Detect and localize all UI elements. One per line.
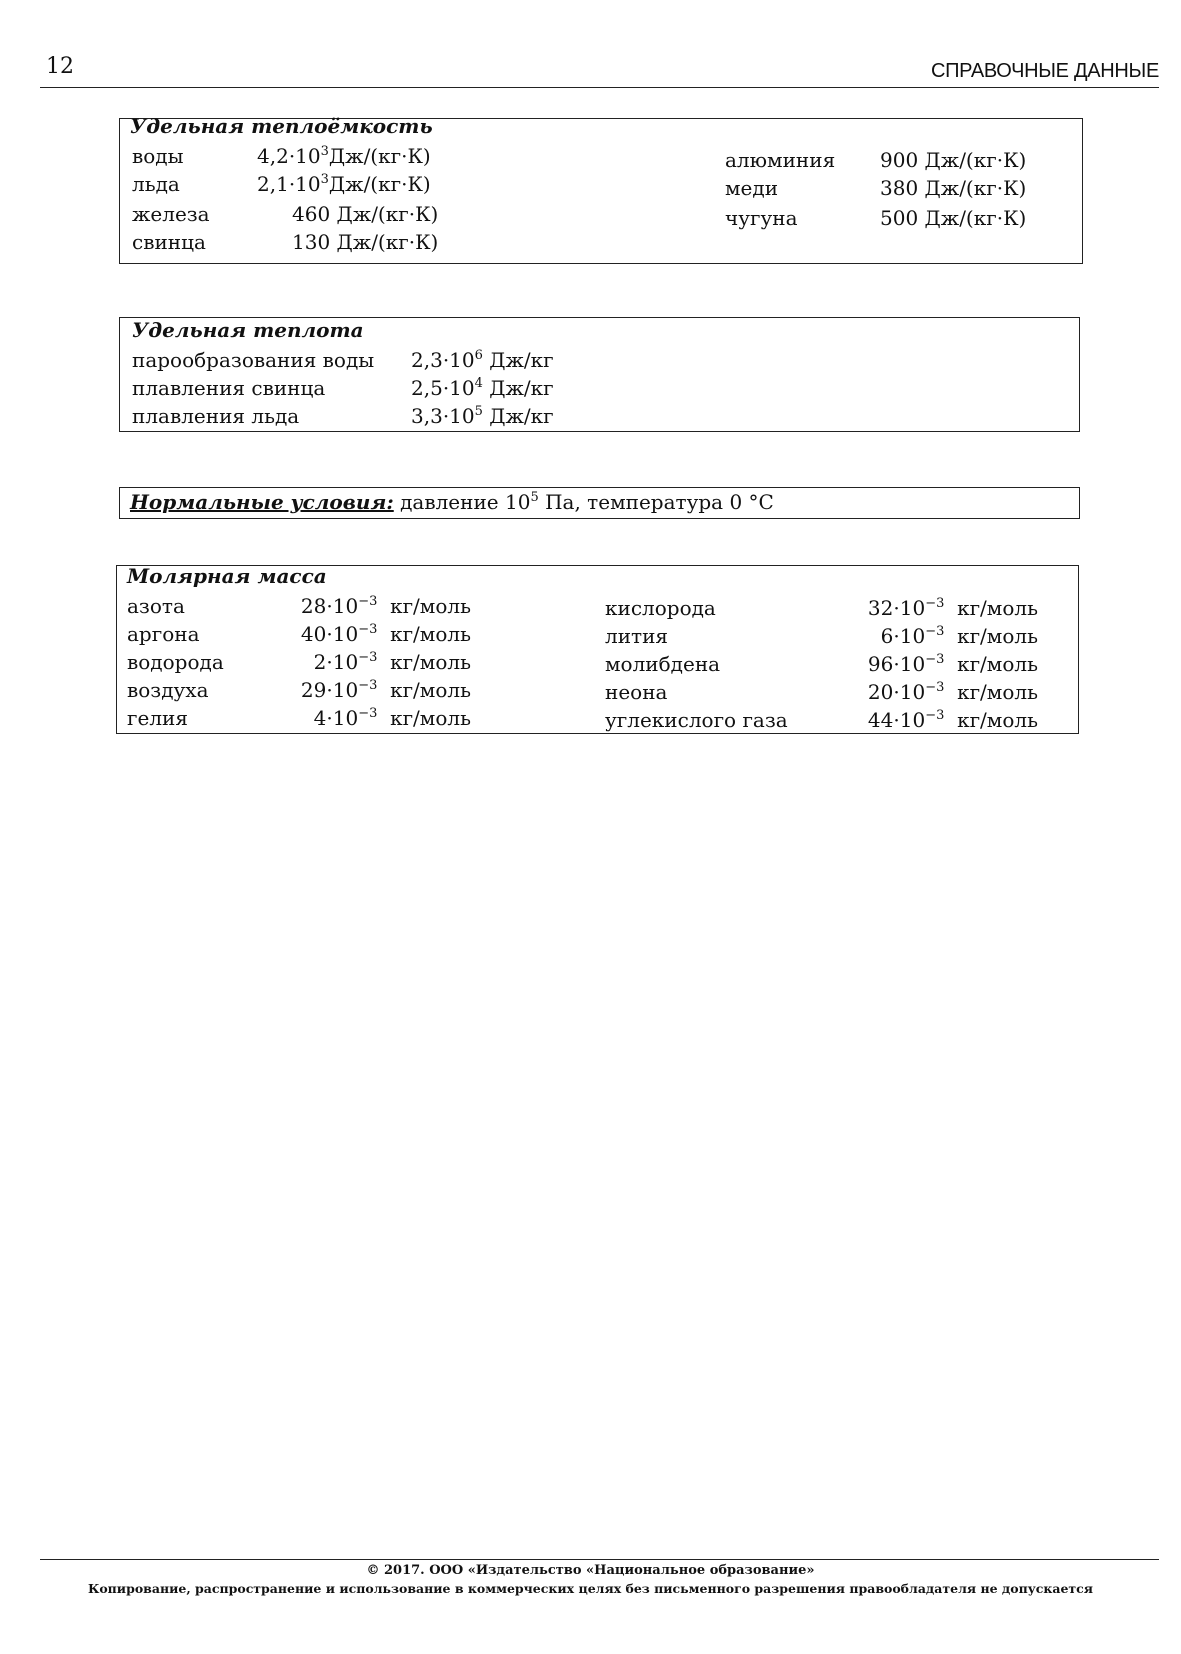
normal-conditions-title: Нормальные условия: (130, 490, 394, 514)
specific-heat-value-melting-ice: $3,3\cdot 10^5$ Дж/кг (411, 404, 554, 428)
molar-mass-label-nitrogen: азота (127, 594, 185, 618)
molar-mass-label-carbon-dioxide: углекислого газа (605, 708, 788, 732)
molar-mass-value-carbon-dioxide: $44\cdot 10^{-3}$ кг/моль (867, 708, 1038, 732)
molar-mass-label-hydrogen: водорода (127, 650, 224, 674)
header-rule (40, 87, 1159, 88)
footer-rule (40, 1559, 1159, 1560)
normal-conditions-line: Нормальные условия: давление $10^5$ Па, температура 0 °С (130, 490, 774, 514)
molar-mass-value-neon: $20\cdot 10^{-3}$ кг/моль (867, 680, 1038, 704)
heat-capacity-label-water: воды (132, 144, 184, 168)
heat-capacity-label-aluminium: алюминия (725, 148, 836, 172)
heat-capacity-label-iron: железа (132, 202, 210, 226)
molar-mass-label-molybdenum: молибдена (605, 652, 721, 676)
running-title: СПРАВОЧНЫЕ ДАННЫЕ (930, 60, 1159, 82)
molar-mass-label-lithium: лития (605, 624, 669, 648)
molar-mass-value-lithium: $6\cdot 10^{-3}$ кг/моль (880, 624, 1038, 648)
heat-capacity-value-iron: 460 Дж/(кг·К) (292, 202, 439, 226)
footer-notice: Копирование, распространение и использование в коммерческих целях без письменного разрешения правообладателя не допускается (87, 1581, 1094, 1596)
specific-heat-label-melting-ice: плавления льда (132, 404, 300, 428)
heat-capacity-value-copper: 380 Дж/(кг·К) (880, 176, 1027, 200)
page-number: 12 (46, 54, 74, 79)
specific-heat-title: Удельная теплота (132, 318, 364, 342)
heat-capacity-label-lead: свинца (132, 230, 206, 254)
heat-capacity-title: Удельная теплоёмкость (130, 114, 433, 138)
specific-heat-value-vaporization-water: $2,3\cdot 10^6$ Дж/кг (411, 348, 554, 372)
heat-capacity-value-cast-iron: 500 Дж/(кг·К) (880, 206, 1027, 230)
heat-capacity-value-aluminium: 900 Дж/(кг·К) (880, 148, 1027, 172)
heat-capacity-value-water: $4,2\cdot 10^3Дж/(кг\cdot К)$ (257, 144, 431, 168)
heat-capacity-value-lead: 130 Дж/(кг·К) (292, 230, 439, 254)
molar-mass-value-oxygen: $32\cdot 10^{-3}$ кг/моль (867, 596, 1038, 620)
specific-heat-label-vaporization-water: парообразования воды (132, 348, 375, 372)
heat-capacity-value-ice: $2,1\cdot 10^3Дж/(кг\cdot К)$ (257, 172, 431, 196)
molar-mass-value-air: $29\cdot 10^{-3}$ кг/моль (300, 678, 471, 702)
molar-mass-value-argon: $40\cdot 10^{-3}$ кг/моль (300, 622, 471, 646)
molar-mass-value-molybdenum: $96\cdot 10^{-3}$ кг/моль (867, 652, 1038, 676)
molar-mass-label-oxygen: кислорода (605, 596, 716, 620)
specific-heat-label-melting-lead: плавления свинца (132, 376, 326, 400)
heat-capacity-label-ice: льда (132, 172, 180, 196)
molar-mass-value-helium: $4\cdot 10^{-3}$ кг/моль (313, 706, 471, 730)
molar-mass-value-hydrogen: $2\cdot 10^{-3}$ кг/моль (313, 650, 471, 674)
molar-mass-label-argon: аргона (127, 622, 200, 646)
footer-copyright: © 2017. ООО «Издательство «Национальное образование» (366, 1563, 815, 1578)
molar-mass-label-neon: неона (605, 680, 668, 704)
molar-mass-label-air: воздуха (127, 678, 209, 702)
heat-capacity-label-copper: меди (725, 176, 779, 200)
molar-mass-title: Молярная масса (127, 564, 327, 588)
heat-capacity-label-cast-iron: чугуна (725, 206, 798, 230)
molar-mass-label-helium: гелия (127, 706, 188, 730)
specific-heat-value-melting-lead: $2,5\cdot 10^4$ Дж/кг (411, 376, 554, 400)
molar-mass-value-nitrogen: $28\cdot 10^{-3}$ кг/моль (300, 594, 471, 618)
